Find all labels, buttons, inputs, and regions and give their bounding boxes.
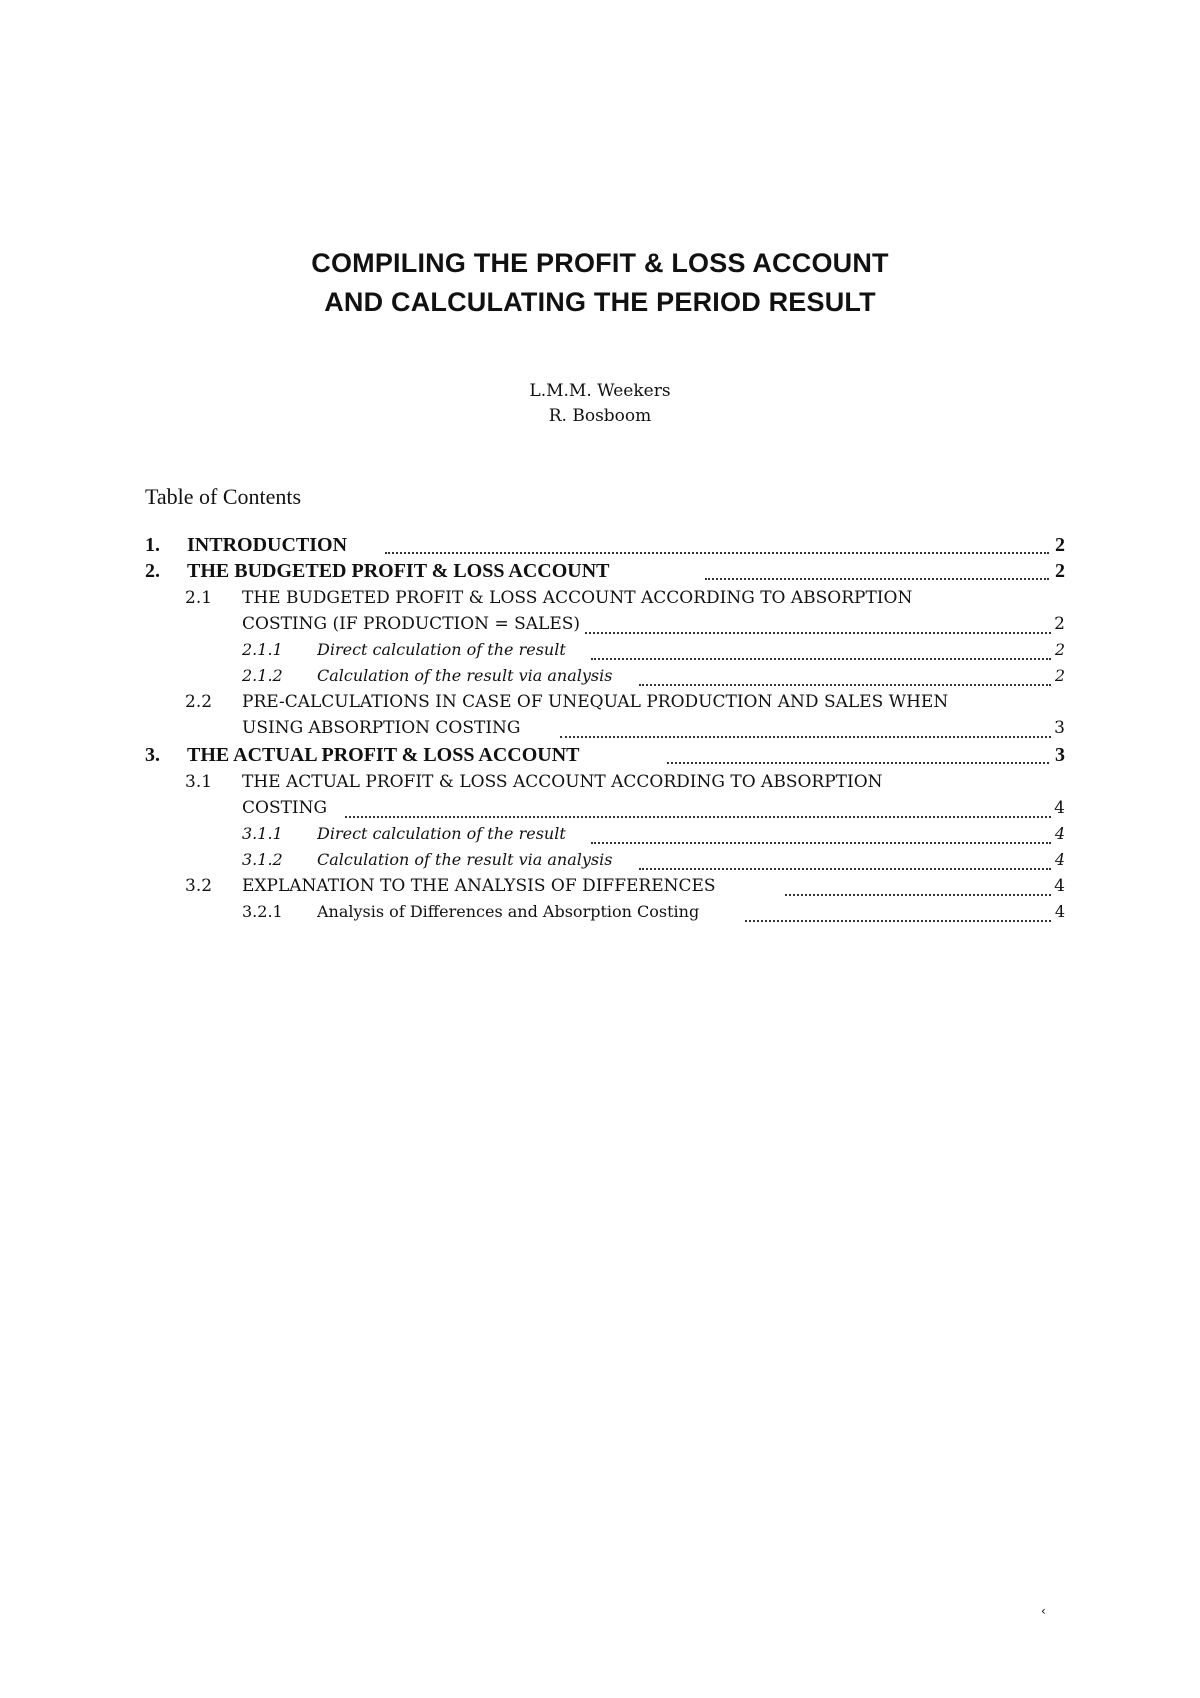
toc-entry-2-1-cont[interactable] [145,614,1065,640]
toc-entry-title-cont: COSTING [242,798,328,818]
toc-entry-title: EXPLANATION TO THE ANALYSIS OF DIFFERENCES [242,876,716,896]
toc-heading: Table of Contents [145,484,302,509]
toc-entry-3-2[interactable] [145,876,1065,902]
toc-leader-dots [639,684,1051,686]
toc-leader-dots [745,920,1051,922]
toc-leader-dots [560,736,1051,738]
toc-page-number: 2 [1055,560,1065,582]
toc-page-number: 2 [1054,640,1065,659]
toc-page-number: 3 [1054,718,1065,738]
toc-leader-dots [785,894,1051,896]
toc-leader-dots [639,868,1051,870]
toc-page-number: 4 [1054,824,1065,843]
toc-entry-number: 2. [145,560,160,582]
toc-entry-number: 3. [145,744,160,766]
toc-entry-3-2-1[interactable] [145,902,1065,928]
toc-entry-number: 3.2 [185,876,213,896]
toc-leader-dots [591,658,1051,660]
toc-entry-title: Calculation of the result via analysis [317,666,613,685]
toc-leader-dots [667,762,1049,764]
toc-entry-2-2[interactable] [145,692,1065,718]
toc-entry-title: THE BUDGETED PROFIT & LOSS ACCOUNT [187,560,610,582]
toc-entry-3-1-1[interactable] [145,824,1065,850]
toc-entry-title: THE BUDGETED PROFIT & LOSS ACCOUNT ACCORDING TO ABSORPTION [242,588,913,608]
toc-page-number: 2 [1054,614,1065,634]
toc-entry-title: INTRODUCTION [187,534,348,556]
toc-entry-1[interactable] [145,534,1065,560]
toc-entry-2-2-cont[interactable] [145,718,1065,744]
toc-entry-2-1[interactable] [145,588,1065,614]
toc-entry-number: 3.1.1 [242,824,283,843]
toc-page-number: 4 [1054,876,1065,896]
author-1: L.M.M. Weekers [529,381,671,401]
toc-entry-number: 3.1 [185,772,213,792]
toc-entry-3-1-2[interactable] [145,850,1065,876]
toc-entry-title: PRE-CALCULATIONS IN CASE OF UNEQUAL PRODUCTION AND SALES WHEN [242,692,949,712]
toc-entry-2[interactable] [145,560,1065,586]
toc-entry-title: Direct calculation of the result [317,640,566,659]
toc-entry-title: Direct calculation of the result [317,824,566,843]
toc-entry-title-cont: COSTING (IF PRODUCTION = SALES) [242,614,581,634]
toc-entry-number: 2.2 [185,692,213,712]
toc-entry-number: 3.1.2 [242,850,283,869]
toc-leader-dots [345,816,1051,818]
footer-mark: ‹ [1041,1604,1046,1618]
toc-entry-title: Analysis of Differences and Absorption Costing [317,902,700,921]
toc-entry-title-cont: USING ABSORPTION COSTING [242,718,521,738]
document-title-line-2: AND CALCULATING THE PERIOD RESULT [324,287,876,317]
toc-entry-number: 2.1.2 [242,666,283,685]
toc-entry-title: THE ACTUAL PROFIT & LOSS ACCOUNT ACCORDING TO ABSORPTION [242,772,883,792]
toc-entry-2-1-1[interactable] [145,640,1065,666]
toc-page-number: 2 [1054,666,1065,685]
toc-entry-3-1-cont[interactable] [145,798,1065,824]
document-title-line-1: COMPILING THE PROFIT & LOSS ACCOUNT [311,248,889,278]
toc-page-number: 2 [1055,534,1065,556]
toc-entry-number: 3.2.1 [242,902,283,921]
toc-leader-dots [705,578,1049,580]
toc-entry-title: THE ACTUAL PROFIT & LOSS ACCOUNT [187,744,580,766]
toc-entry-2-1-2[interactable] [145,666,1065,692]
toc-page-number: 4 [1054,798,1065,818]
toc-leader-dots [385,552,1049,554]
toc-entry-number: 1. [145,534,160,556]
toc-entry-title: Calculation of the result via analysis [317,850,613,869]
toc-leader-dots [585,632,1051,634]
toc-entry-3[interactable] [145,744,1065,770]
toc-page-number: 4 [1054,902,1065,921]
toc-page-number: 3 [1055,744,1065,766]
toc-entry-number: 2.1.1 [242,640,283,659]
toc-page-number: 4 [1054,850,1065,869]
toc-entry-number: 2.1 [185,588,213,608]
toc-leader-dots [591,842,1051,844]
author-2: R. Bosboom [548,406,652,426]
toc-entry-3-1[interactable] [145,772,1065,798]
